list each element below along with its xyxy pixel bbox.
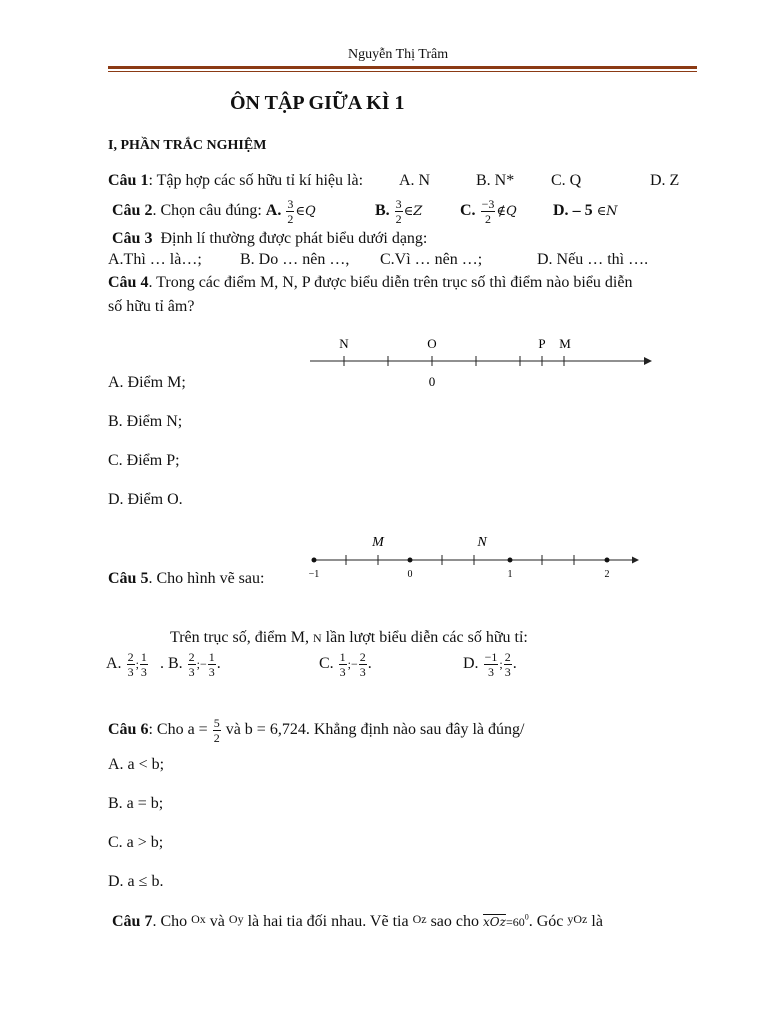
q5-option-a (106, 651, 149, 678)
q6-option-c: C. a > b; (108, 834, 164, 851)
question-text: . Cho hình vẽ sau: (148, 570, 265, 587)
fraction: $\frac{1}{3}$ (208, 650, 215, 679)
statement-text: Trên trục số, điểm M, (170, 629, 309, 646)
fraction: $\frac{-1}{3}$ (484, 650, 498, 679)
q3-option-b: B. Do … nên …, (240, 251, 350, 268)
point-label-m: M (372, 535, 384, 550)
fraction: $\frac{5}{2}$ (213, 716, 220, 745)
question-4-cont: số hữu tỉ âm? (108, 298, 195, 315)
q6-option-d: D. a ≤ b. (108, 873, 164, 890)
q5-option-c: C. $\frac{1}{3}$ ;− $\frac{2}{3}$ . (319, 650, 372, 679)
option-letter: A. (106, 655, 122, 673)
q3-option-a: A.Thì … là…; (108, 251, 202, 268)
relation: ∈N (596, 204, 618, 219)
q2-option-c (460, 198, 517, 225)
option-letter: D. (463, 655, 479, 673)
question-2 (112, 198, 316, 225)
relation: ∈Z (403, 204, 423, 220)
fraction: $\frac{2}{3}$ (359, 650, 366, 679)
option-letter: C. (319, 655, 334, 673)
expression: – 5 (572, 202, 593, 219)
fraction: $\frac{2}{3}$ (188, 650, 195, 679)
question-label: Câu 1 (108, 172, 149, 189)
axis-arrow (644, 357, 652, 365)
fraction: $\frac{3}{2}$ (395, 197, 402, 226)
q5-statement (170, 629, 528, 647)
point-label-n: N (339, 336, 349, 351)
question-label: Câu 6 (108, 721, 149, 739)
q1-option-c: C. Q (551, 172, 582, 189)
q4-option-a: A. Điểm M; (108, 374, 186, 391)
question-label: Câu 4 (108, 274, 149, 291)
q3-option-d: D. Nếu … thì …. (537, 251, 649, 268)
fraction: $\frac{1}{3}$ (140, 650, 147, 679)
q2-option-b (375, 198, 422, 225)
option-letter: B. (375, 202, 390, 220)
q1-option-d: D. Z (650, 172, 680, 189)
fraction: $\frac{3}{2}$ (287, 197, 294, 226)
ray-ox: Ox (191, 912, 206, 926)
question-text: : Cho a = (148, 721, 208, 739)
tick-label: 0 (407, 569, 413, 580)
fraction: $\frac{1}{3}$ (339, 650, 346, 679)
question-text: và b = 6,724. Khẳng định nào sau đây là đúng/ (225, 721, 525, 739)
angle-xoz: $\overline{xOz}$ (483, 915, 506, 929)
number-line-q4 (300, 330, 670, 394)
question-1 (108, 172, 363, 190)
ray-oy: Oy (228, 912, 244, 926)
relation: ∈Q (295, 204, 316, 220)
question-4 (108, 274, 632, 292)
q1-option-a: A. N (399, 172, 431, 189)
question-label: Câu 2 (112, 202, 153, 220)
fraction: $\frac{-3}{2}$ (481, 197, 495, 226)
page-title: ÔN TẬP GIỮA KÌ 1 (230, 92, 405, 114)
point-label-o: O (427, 336, 437, 351)
question-label: Câu 7 (112, 913, 153, 930)
option-letter: . B. (160, 655, 183, 673)
q2-option-d (553, 202, 618, 220)
separator: ;− (347, 657, 358, 672)
q4-option-d: D. Điểm O. (108, 491, 183, 508)
question-6 (108, 717, 524, 744)
point-label-p: P (538, 336, 546, 351)
axis-arrow (632, 557, 639, 564)
header-rule-thin (108, 71, 697, 72)
question-label: Câu 5 (108, 570, 149, 587)
angle-yoz: yOz (567, 912, 588, 926)
separator: ;− (196, 657, 207, 672)
separator: ; (135, 657, 139, 672)
point-n-symbol: N (312, 631, 322, 645)
q2-option-a-letter: A. (265, 202, 282, 220)
question-label: Câu 3 (112, 230, 153, 247)
option-letter: C. (460, 202, 476, 220)
degree-mark: 0 (524, 912, 529, 922)
section-heading: I, PHẦN TRẮC NGHIỆM (108, 138, 267, 153)
q5-option-d: D. $\frac{-1}{3}$ ; $\frac{2}{3}$ . (463, 650, 517, 679)
ray-oz: Oz (412, 912, 427, 926)
tick-label: −1 (308, 569, 320, 580)
point-label-n: N (477, 535, 487, 550)
question-text: : Tập hợp các số hữu tỉ kí hiệu là: (148, 172, 364, 189)
relation: ∉Q (496, 204, 517, 220)
q6-option-b: B. a = b; (108, 795, 164, 812)
question-text: . Chọn câu đúng: (152, 202, 262, 220)
option-letter: D. (553, 202, 569, 219)
q6-option-a: A. a < b; (108, 756, 165, 773)
q3-option-c: C.Vì … nên …; (380, 251, 483, 268)
separator: ; (499, 657, 503, 672)
author-header: Nguyễn Thị Trâm (348, 47, 449, 62)
tick-label: 1 (507, 569, 513, 580)
header-rule-thick (108, 66, 697, 69)
q4-option-c: C. Điểm P; (108, 452, 180, 469)
number-line-q5 (296, 528, 646, 582)
question-5 (108, 570, 264, 588)
question-3 (112, 230, 427, 248)
question-7: Câu 7. Cho Ox và Oy là hai tia đối nhau. Vẽ tia Oz sao cho $\overline{xOz}=60^0$. Góc yOz là (112, 912, 603, 930)
fraction: $\frac{2}{3}$ (127, 650, 134, 679)
q1-option-b: B. N* (476, 172, 515, 189)
angle-value: =60 (505, 915, 525, 929)
statement-text: lần lượt biểu diễn các số hữu tỉ: (325, 629, 528, 646)
q4-option-b: B. Điểm N; (108, 413, 183, 430)
question-text: Định lí thường được phát biểu dưới dạng: (160, 230, 428, 247)
question-text: . Trong các điểm M, N, P được biểu diễn trên trục số thì điểm nào biểu diễn (148, 274, 633, 291)
q5-option-b: . B. $\frac{2}{3}$ ;− $\frac{1}{3}$ . (160, 650, 221, 679)
point-label-m: M (559, 336, 571, 351)
fraction: $\frac{2}{3}$ (504, 650, 511, 679)
tick-label: 2 (604, 569, 610, 580)
zero-label: 0 (428, 374, 436, 389)
